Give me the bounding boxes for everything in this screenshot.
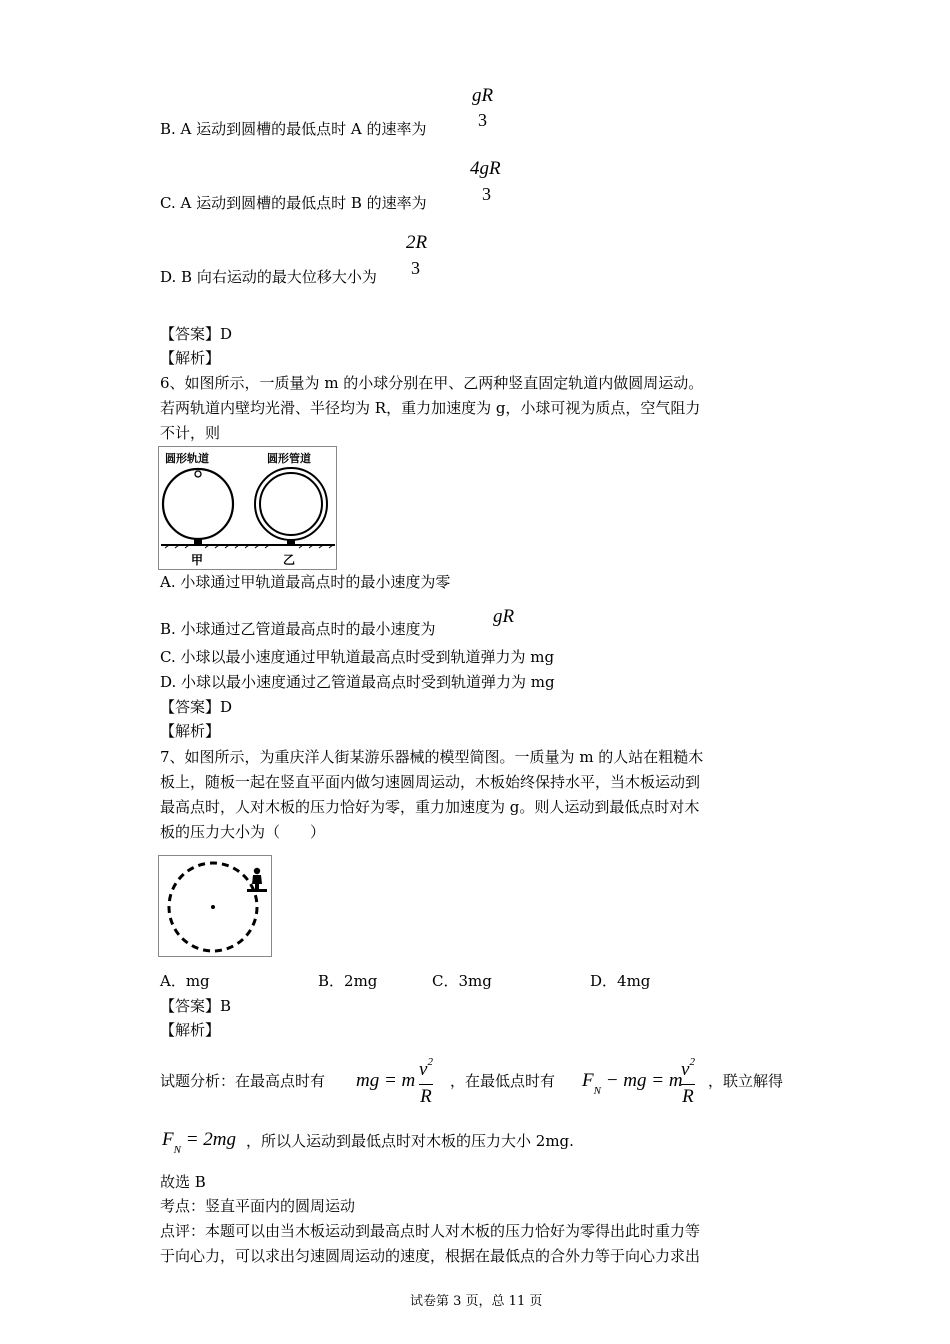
q6-figure	[158, 446, 337, 570]
q7-stem-line3: 最高点时，人对木板的压力恰好为零，重力加速度为 g。则人运动到最低点时对木	[160, 798, 700, 816]
q7-eq2: $F_N$ − mg = m	[582, 1070, 683, 1097]
q5-optB-num: gR	[472, 85, 494, 106]
q6-stem-line2: 若两轨道内壁均光滑、半径均为 R，重力加速度为 g，小球可视为质点，空气阻力	[160, 399, 701, 417]
q5-option-c: C. A 运动到圆槽的最低点时 B 的速率为	[160, 194, 427, 212]
q5-optD-den: 3	[411, 258, 420, 278]
q7-stem-line2: 板上，随板一起在竖直平面内做匀速圆周运动，木板始终保持水平，当木板运动到	[160, 773, 701, 791]
q7-eq1-left: mg = m	[356, 1070, 416, 1091]
q6-stem-line1: 6、如图所示，一质量为 m 的小球分别在甲、乙两种竖直固定轨道内做圆周运动。	[160, 374, 704, 392]
circular-track	[163, 469, 233, 539]
board	[247, 889, 267, 892]
q7-eq2-fraction	[681, 1056, 695, 1108]
q7-solution-prefix: 试题分析：在最高点时有	[160, 1072, 326, 1090]
q7-dianping-line2: 于向心力，可以求出匀速圆周运动的速度，根据在最低点的合外力等于向心力求出	[160, 1247, 701, 1265]
q5-answer: 【答案】D	[160, 325, 233, 343]
q7-answer: 【答案】B	[160, 997, 232, 1015]
q7-analysis: 【解析】	[160, 1021, 221, 1039]
pipe-outer	[255, 468, 327, 540]
q7-option-b: B．2mg	[318, 972, 378, 990]
q6-mark-left: 甲	[191, 553, 204, 567]
q7-figure	[158, 855, 272, 957]
ball	[195, 471, 201, 477]
person-head	[254, 868, 260, 874]
q5-option-b: B. A 运动到圆槽的最低点时 A 的速率为	[160, 120, 427, 138]
q6-label-right: 圆形管道	[267, 452, 311, 465]
q6-mark-right: 乙	[283, 553, 296, 567]
q5-option-d: D. B 向右运动的最大位移大小为	[160, 268, 377, 286]
q7-dianping-line1: 点评：本题可以由当木板运动到最高点时人对木板的压力恰好为零得出此时重力等	[160, 1222, 701, 1240]
q7-eq2-denominator: R	[682, 1086, 694, 1107]
q7-option-d: D．4mg	[590, 972, 651, 990]
q7-eq1-fraction	[419, 1056, 433, 1108]
orbit-center	[211, 905, 215, 909]
q5-analysis: 【解析】	[160, 349, 221, 367]
q5-optB-den: 3	[478, 110, 487, 130]
q6-option-b: B. 小球通过乙管道最高点时的最小速度为	[160, 620, 436, 638]
q7-eq2-numerator: $v^2$	[681, 1056, 695, 1080]
q7-kaodian: 考点：竖直平面内的圆周运动	[160, 1197, 356, 1215]
q6-answer: 【答案】D	[160, 698, 233, 716]
q6-figure-drawing	[159, 447, 336, 569]
q6-label-left: 圆形轨道	[165, 452, 209, 465]
q5-optC-den: 3	[482, 184, 491, 204]
q6-stem-line3: 不计，则	[160, 424, 221, 442]
q7-eq1-denominator: R	[420, 1086, 432, 1107]
q7-stem-line1: 7、如图所示，为重庆洋人街某游乐器械的模型简图。一质量为 m 的人站在粗糙木	[160, 748, 704, 766]
q7-eq1-numerator: $v^2$	[419, 1056, 433, 1080]
q7-option-c: C．3mg	[432, 972, 492, 990]
q6-option-d: D. 小球以最小速度通过乙管道最高点时受到轨道弹力为 mg	[160, 673, 555, 691]
q7-stem-line4: 板的压力大小为（ ）	[160, 823, 326, 841]
q7-choice: 故选 B	[160, 1173, 206, 1191]
q5-optC-num: 4gR	[470, 158, 501, 179]
q6-option-a: A. 小球通过甲轨道最高点时的最小速度为零	[160, 573, 451, 591]
q7-solution-suffix: ，联立解得	[708, 1072, 784, 1090]
q7-option-a: A．mg	[160, 972, 210, 990]
page-footer: 试卷第 3 页，总 11 页	[410, 1294, 543, 1309]
q6-optB-math: gR	[493, 606, 515, 627]
track-support-left	[194, 538, 202, 544]
q7-solution-mid: ，在最低点时有	[450, 1072, 556, 1090]
q7-result-eq: $F_N = 2mg$	[162, 1129, 236, 1156]
pipe-inner	[260, 473, 322, 535]
q6-option-c: C. 小球以最小速度通过甲轨道最高点时受到轨道弹力为 mg	[160, 648, 555, 666]
q7-figure-drawing	[159, 856, 271, 956]
q6-analysis: 【解析】	[160, 722, 221, 740]
q7-result-text: ，所以人运动到最低点时对木板的压力大小 2mg.	[246, 1132, 574, 1150]
q5-optD-num: 2R	[406, 232, 428, 253]
